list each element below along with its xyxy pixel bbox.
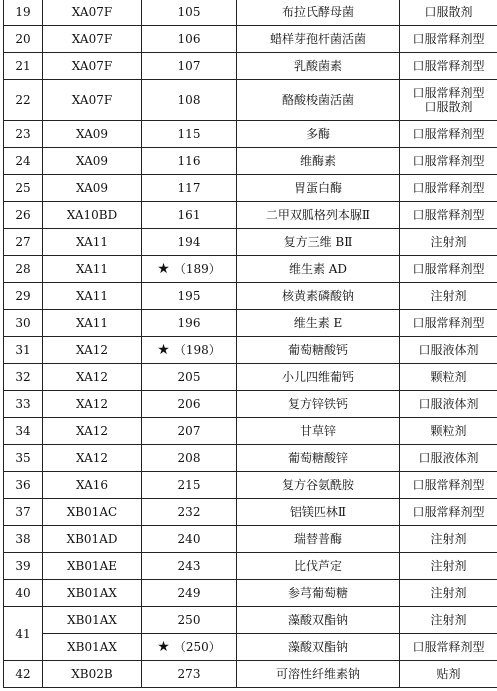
dosage-form <box>400 26 497 53</box>
catalog-number <box>142 53 237 80</box>
row-index: 29 <box>4 283 43 310</box>
table-row <box>4 364 497 391</box>
catalog-number <box>142 418 237 445</box>
table-row <box>4 283 497 310</box>
dosage-form-text: 口服常释剂型 <box>412 127 485 141</box>
dosage-form <box>400 607 497 634</box>
dosage-form-text: 颗粒剂 <box>430 424 467 438</box>
table-row <box>4 526 497 553</box>
atc-code: XB01AE <box>43 553 142 580</box>
atc-code: XB01AX <box>43 607 142 634</box>
table-row <box>4 148 497 175</box>
drug-name: 胃蛋白酶 <box>237 175 400 202</box>
row-index: 37 <box>4 499 43 526</box>
catalog-number-text: （198） <box>173 343 221 357</box>
drug-name: 蜡样芽孢杆菌活菌 <box>237 26 400 53</box>
row-index: 27 <box>4 229 43 256</box>
catalog-number <box>142 0 237 26</box>
catalog-number-text: （189） <box>173 262 221 276</box>
drug-name: 二甲双胍格列本脲Ⅱ <box>237 202 400 229</box>
catalog-number <box>142 175 237 202</box>
dosage-form-text: 口服液体剂 <box>418 343 479 357</box>
row-index: 39 <box>4 553 43 580</box>
table-row <box>4 661 497 688</box>
star-icon: ★ <box>157 261 170 277</box>
dosage-form <box>400 499 497 526</box>
dosage-form-text: 注射剂 <box>430 586 467 600</box>
drug-name: 藻酸双酯钠 <box>237 634 400 661</box>
star-icon: ★ <box>157 342 170 358</box>
drug-name: 甘草锌 <box>237 418 400 445</box>
atc-code: XB01AX <box>43 580 142 607</box>
drug-name: 葡萄糖酸锌 <box>237 445 400 472</box>
row-index: 20 <box>4 26 43 53</box>
atc-code: XA12 <box>43 445 142 472</box>
dosage-form-text: 贴剂 <box>436 667 461 681</box>
catalog-number-text: 249 <box>177 586 201 600</box>
catalog-number-text: 208 <box>177 451 201 465</box>
table-row <box>4 337 497 364</box>
row-index: 34 <box>4 418 43 445</box>
catalog-number <box>142 445 237 472</box>
row-index: 22 <box>4 80 43 121</box>
atc-code: XA12 <box>43 391 142 418</box>
atc-code: XA11 <box>43 283 142 310</box>
dosage-form-text: 口服液体剂 <box>418 397 479 411</box>
atc-code: XA11 <box>43 256 142 283</box>
row-index: 32 <box>4 364 43 391</box>
atc-code: XA09 <box>43 175 142 202</box>
drug-name: 布拉氏酵母菌 <box>237 0 400 26</box>
dosage-form-text: 口服常释剂型 <box>412 32 485 46</box>
dosage-form <box>400 0 497 26</box>
atc-code: XA07F <box>43 80 142 121</box>
dosage-form <box>400 53 497 80</box>
table-row <box>4 445 497 472</box>
row-index: 25 <box>4 175 43 202</box>
catalog-number-text: 232 <box>177 505 201 519</box>
dosage-form <box>400 634 497 661</box>
table-row <box>4 310 497 337</box>
atc-code: XA12 <box>43 418 142 445</box>
catalog-number <box>142 310 237 337</box>
row-index: 31 <box>4 337 43 364</box>
catalog-number <box>142 229 237 256</box>
table-row <box>4 0 497 26</box>
dosage-form <box>400 418 497 445</box>
table-row <box>4 391 497 418</box>
drug-name: 复方三维 BⅡ <box>237 229 400 256</box>
dosage-form-text: 口服液体剂 <box>418 451 479 465</box>
catalog-number <box>142 256 237 283</box>
atc-code: XA09 <box>43 148 142 175</box>
catalog-number-text: 116 <box>177 154 201 168</box>
catalog-number-text: 196 <box>177 316 201 330</box>
atc-code: XA12 <box>43 364 142 391</box>
drug-name: 核黄素磷酸钠 <box>237 283 400 310</box>
catalog-number-text: 250 <box>177 613 201 627</box>
catalog-number-text: 106 <box>177 32 201 46</box>
catalog-number <box>142 121 237 148</box>
catalog-number <box>142 661 237 688</box>
table-row <box>4 229 497 256</box>
dosage-form-text: 口服常释剂型 <box>412 208 485 222</box>
table-row <box>4 26 497 53</box>
dosage-form <box>400 391 497 418</box>
dosage-form <box>400 337 497 364</box>
dosage-form-text: 口服常释剂型 <box>412 478 485 492</box>
drug-name: 复方锌铁钙 <box>237 391 400 418</box>
atc-code: XA11 <box>43 310 142 337</box>
drug-name: 参芎葡萄糖 <box>237 580 400 607</box>
atc-code: XA16 <box>43 472 142 499</box>
drug-list-body <box>4 0 497 688</box>
catalog-number-text: 115 <box>177 127 201 141</box>
atc-code: XB02B <box>43 661 142 688</box>
dosage-form-text: 口服散剂 <box>424 5 473 19</box>
atc-code: XA07F <box>43 26 142 53</box>
table-row <box>4 175 497 202</box>
catalog-number <box>142 202 237 229</box>
atc-code: XB01AD <box>43 526 142 553</box>
drug-name: 维生素 AD <box>237 256 400 283</box>
table-row <box>4 553 497 580</box>
catalog-number-text: 195 <box>177 289 201 303</box>
dosage-form <box>400 175 497 202</box>
catalog-number-text: 161 <box>177 208 201 222</box>
table-row <box>4 580 497 607</box>
dosage-form-text: 口服常释剂型 <box>412 640 485 654</box>
dosage-form <box>400 580 497 607</box>
dosage-form-text: 注射剂 <box>430 289 467 303</box>
row-index: 26 <box>4 202 43 229</box>
star-icon: ★ <box>157 639 170 655</box>
dosage-form <box>400 553 497 580</box>
catalog-number-text: 206 <box>177 397 201 411</box>
table-row <box>4 607 497 634</box>
row-index: 40 <box>4 580 43 607</box>
drug-name: 铝镁匹林Ⅱ <box>237 499 400 526</box>
table-row <box>4 202 497 229</box>
row-index: 24 <box>4 148 43 175</box>
drug-name: 比伐芦定 <box>237 553 400 580</box>
row-index: 35 <box>4 445 43 472</box>
row-index: 33 <box>4 391 43 418</box>
row-index: 21 <box>4 53 43 80</box>
dosage-form <box>400 80 497 121</box>
row-index: 41 <box>4 607 43 661</box>
dosage-form <box>400 661 497 688</box>
catalog-number <box>142 634 237 661</box>
atc-code: XA07F <box>43 53 142 80</box>
drug-name: 瑞替普酶 <box>237 526 400 553</box>
drug-name: 可溶性纤维素钠 <box>237 661 400 688</box>
row-index: 38 <box>4 526 43 553</box>
table-row <box>4 472 497 499</box>
row-index: 28 <box>4 256 43 283</box>
atc-code: XA11 <box>43 229 142 256</box>
dosage-form <box>400 256 497 283</box>
dosage-form-text: 注射剂 <box>430 235 467 249</box>
dosage-form-text: 颗粒剂 <box>430 370 467 384</box>
table-row <box>4 634 497 661</box>
row-index: 36 <box>4 472 43 499</box>
dosage-form <box>400 148 497 175</box>
dosage-form <box>400 229 497 256</box>
catalog-number <box>142 80 237 121</box>
dosage-form <box>400 121 497 148</box>
drug-name: 藻酸双酯钠 <box>237 607 400 634</box>
table-row <box>4 80 497 121</box>
catalog-number-text: 107 <box>177 59 201 73</box>
drug-name: 乳酸菌素 <box>237 53 400 80</box>
row-index: 19 <box>4 0 43 26</box>
catalog-number-text: 105 <box>177 5 201 19</box>
drug-list-table <box>3 0 497 688</box>
catalog-number-text: （250） <box>173 640 221 654</box>
drug-name: 多酶 <box>237 121 400 148</box>
catalog-number <box>142 553 237 580</box>
atc-code: XB01AC <box>43 499 142 526</box>
table-row <box>4 418 497 445</box>
row-index: 42 <box>4 661 43 688</box>
dosage-form-text: 口服常释剂型 <box>412 59 485 73</box>
atc-code: XB01AX <box>43 634 142 661</box>
catalog-number <box>142 283 237 310</box>
dosage-form-text: 口服常释剂型 <box>412 154 485 168</box>
dosage-form <box>400 310 497 337</box>
catalog-number <box>142 26 237 53</box>
drug-name: 葡萄糖酸钙 <box>237 337 400 364</box>
dosage-form-text: 注射剂 <box>430 613 467 627</box>
catalog-number-text: 243 <box>177 559 201 573</box>
dosage-form-text: 口服常释剂型 <box>412 262 485 276</box>
catalog-number-text: 273 <box>177 667 201 681</box>
atc-code: XA12 <box>43 337 142 364</box>
drug-name: 酪酸梭菌活菌 <box>237 80 400 121</box>
dosage-form-text: 口服常释剂型 <box>412 181 485 195</box>
dosage-form <box>400 472 497 499</box>
catalog-number-text: 240 <box>177 532 201 546</box>
atc-code: XA09 <box>43 121 142 148</box>
dosage-form-text: 口服散剂 <box>424 100 473 114</box>
table-row <box>4 121 497 148</box>
dosage-form-text: 口服常释剂型 <box>412 86 485 100</box>
table-row <box>4 499 497 526</box>
drug-name: 复方谷氨酰胺 <box>237 472 400 499</box>
row-index: 30 <box>4 310 43 337</box>
dosage-form <box>400 364 497 391</box>
catalog-number-text: 205 <box>177 370 201 384</box>
catalog-number-text: 117 <box>177 181 201 195</box>
atc-code: XA07F <box>43 0 142 26</box>
catalog-number-text: 108 <box>177 93 201 107</box>
catalog-number <box>142 364 237 391</box>
table-row <box>4 53 497 80</box>
catalog-number-text: 207 <box>177 424 201 438</box>
drug-name: 维生素 E <box>237 310 400 337</box>
dosage-form-text: 注射剂 <box>430 532 467 546</box>
drug-name: 维酶素 <box>237 148 400 175</box>
row-index: 23 <box>4 121 43 148</box>
dosage-form-text: 口服常释剂型 <box>412 505 485 519</box>
dosage-form <box>400 202 497 229</box>
catalog-number <box>142 472 237 499</box>
dosage-form-text: 注射剂 <box>430 559 467 573</box>
drug-name: 小儿四维葡钙 <box>237 364 400 391</box>
table-row <box>4 256 497 283</box>
dosage-form-text: 口服常释剂型 <box>412 316 485 330</box>
dosage-form <box>400 526 497 553</box>
atc-code: XA10BD <box>43 202 142 229</box>
catalog-number <box>142 526 237 553</box>
catalog-number <box>142 607 237 634</box>
catalog-number <box>142 580 237 607</box>
catalog-number-text: 194 <box>177 235 201 249</box>
catalog-number <box>142 391 237 418</box>
catalog-number <box>142 499 237 526</box>
catalog-number <box>142 337 237 364</box>
catalog-number <box>142 148 237 175</box>
dosage-form <box>400 445 497 472</box>
dosage-form <box>400 283 497 310</box>
catalog-number-text: 215 <box>177 478 201 492</box>
